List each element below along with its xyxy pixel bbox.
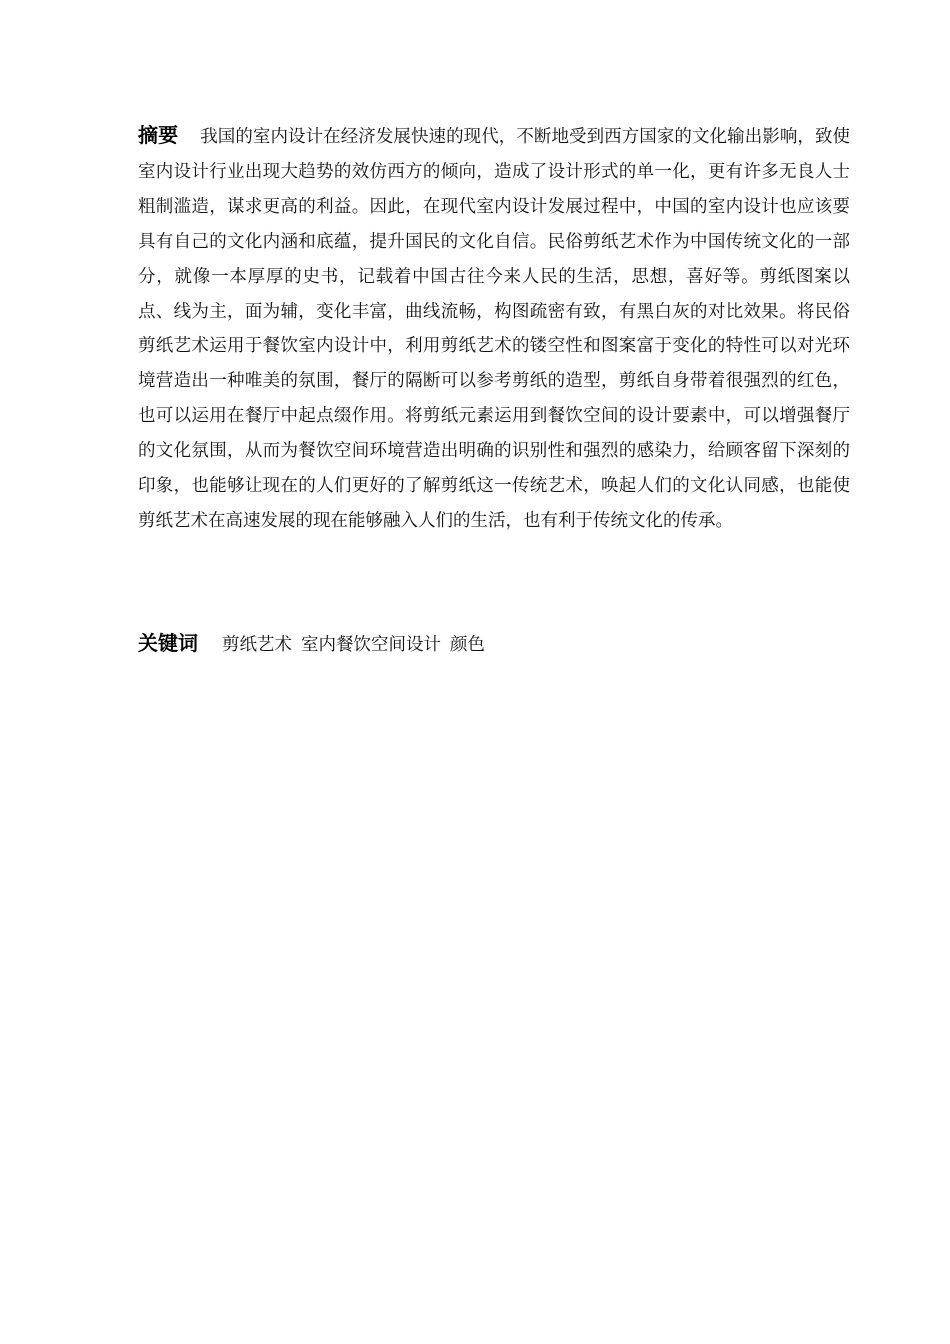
abstract-heading: 摘要 bbox=[138, 123, 179, 147]
abstract-body: 我国的室内设计在经济发展快速的现代，不断地受到西方国家的文化输出影响，致使室内设计行业出现大趋势的效仿西方的倾向，造成了设计形式的单一化，更有许多无良人士粗制滥造，谋求更高的利益。因此，在现代室内设计发展过程中，中国的室内设计也应该要具有自己的文化内涵和底蕴，提升国民的文化自信。民俗剪纸艺术作为中国传统文化的一部分，就像一本厚厚的史书，记载着中国古往今来人民的生活，思想，喜好等。剪纸图案以点、线为主，面为辅，变化丰富，曲线流畅，构图疏密有致，有黑白灰的对比效果。将民俗剪纸艺术运用于餐饮室内设计中，利用剪纸艺术的镂空性和图案富于变化的特性可以对光环境营造出一种唯美的氛围，餐厅的隔断可以参考剪纸的造型，剪纸自身带着很强烈的红色，也可以运用在餐厅中起点缀作用。将剪纸元素运用到餐饮空间的设计要素中，可以增强餐厅的文化氛围，从而为餐饮空间环境营造出明确的识别性和强烈的感染力，给顾客留下深刻的印象，也能够让现在的人们更好的了解剪纸这一传统艺术，唤起人们的文化认同感，也能使剪纸艺术在高速发展的现在能够融入人们的生活，也有利于传统文化的传承。 bbox=[138, 127, 851, 531]
keyword-item: 室内餐饮空间设计 bbox=[301, 635, 441, 655]
keyword-item: 颜色 bbox=[450, 635, 485, 655]
abstract-paragraph bbox=[138, 118, 850, 539]
keywords-heading: 关键词 bbox=[138, 631, 198, 655]
keyword-item: 剪纸艺术 bbox=[222, 635, 292, 655]
keywords-line bbox=[138, 626, 850, 663]
